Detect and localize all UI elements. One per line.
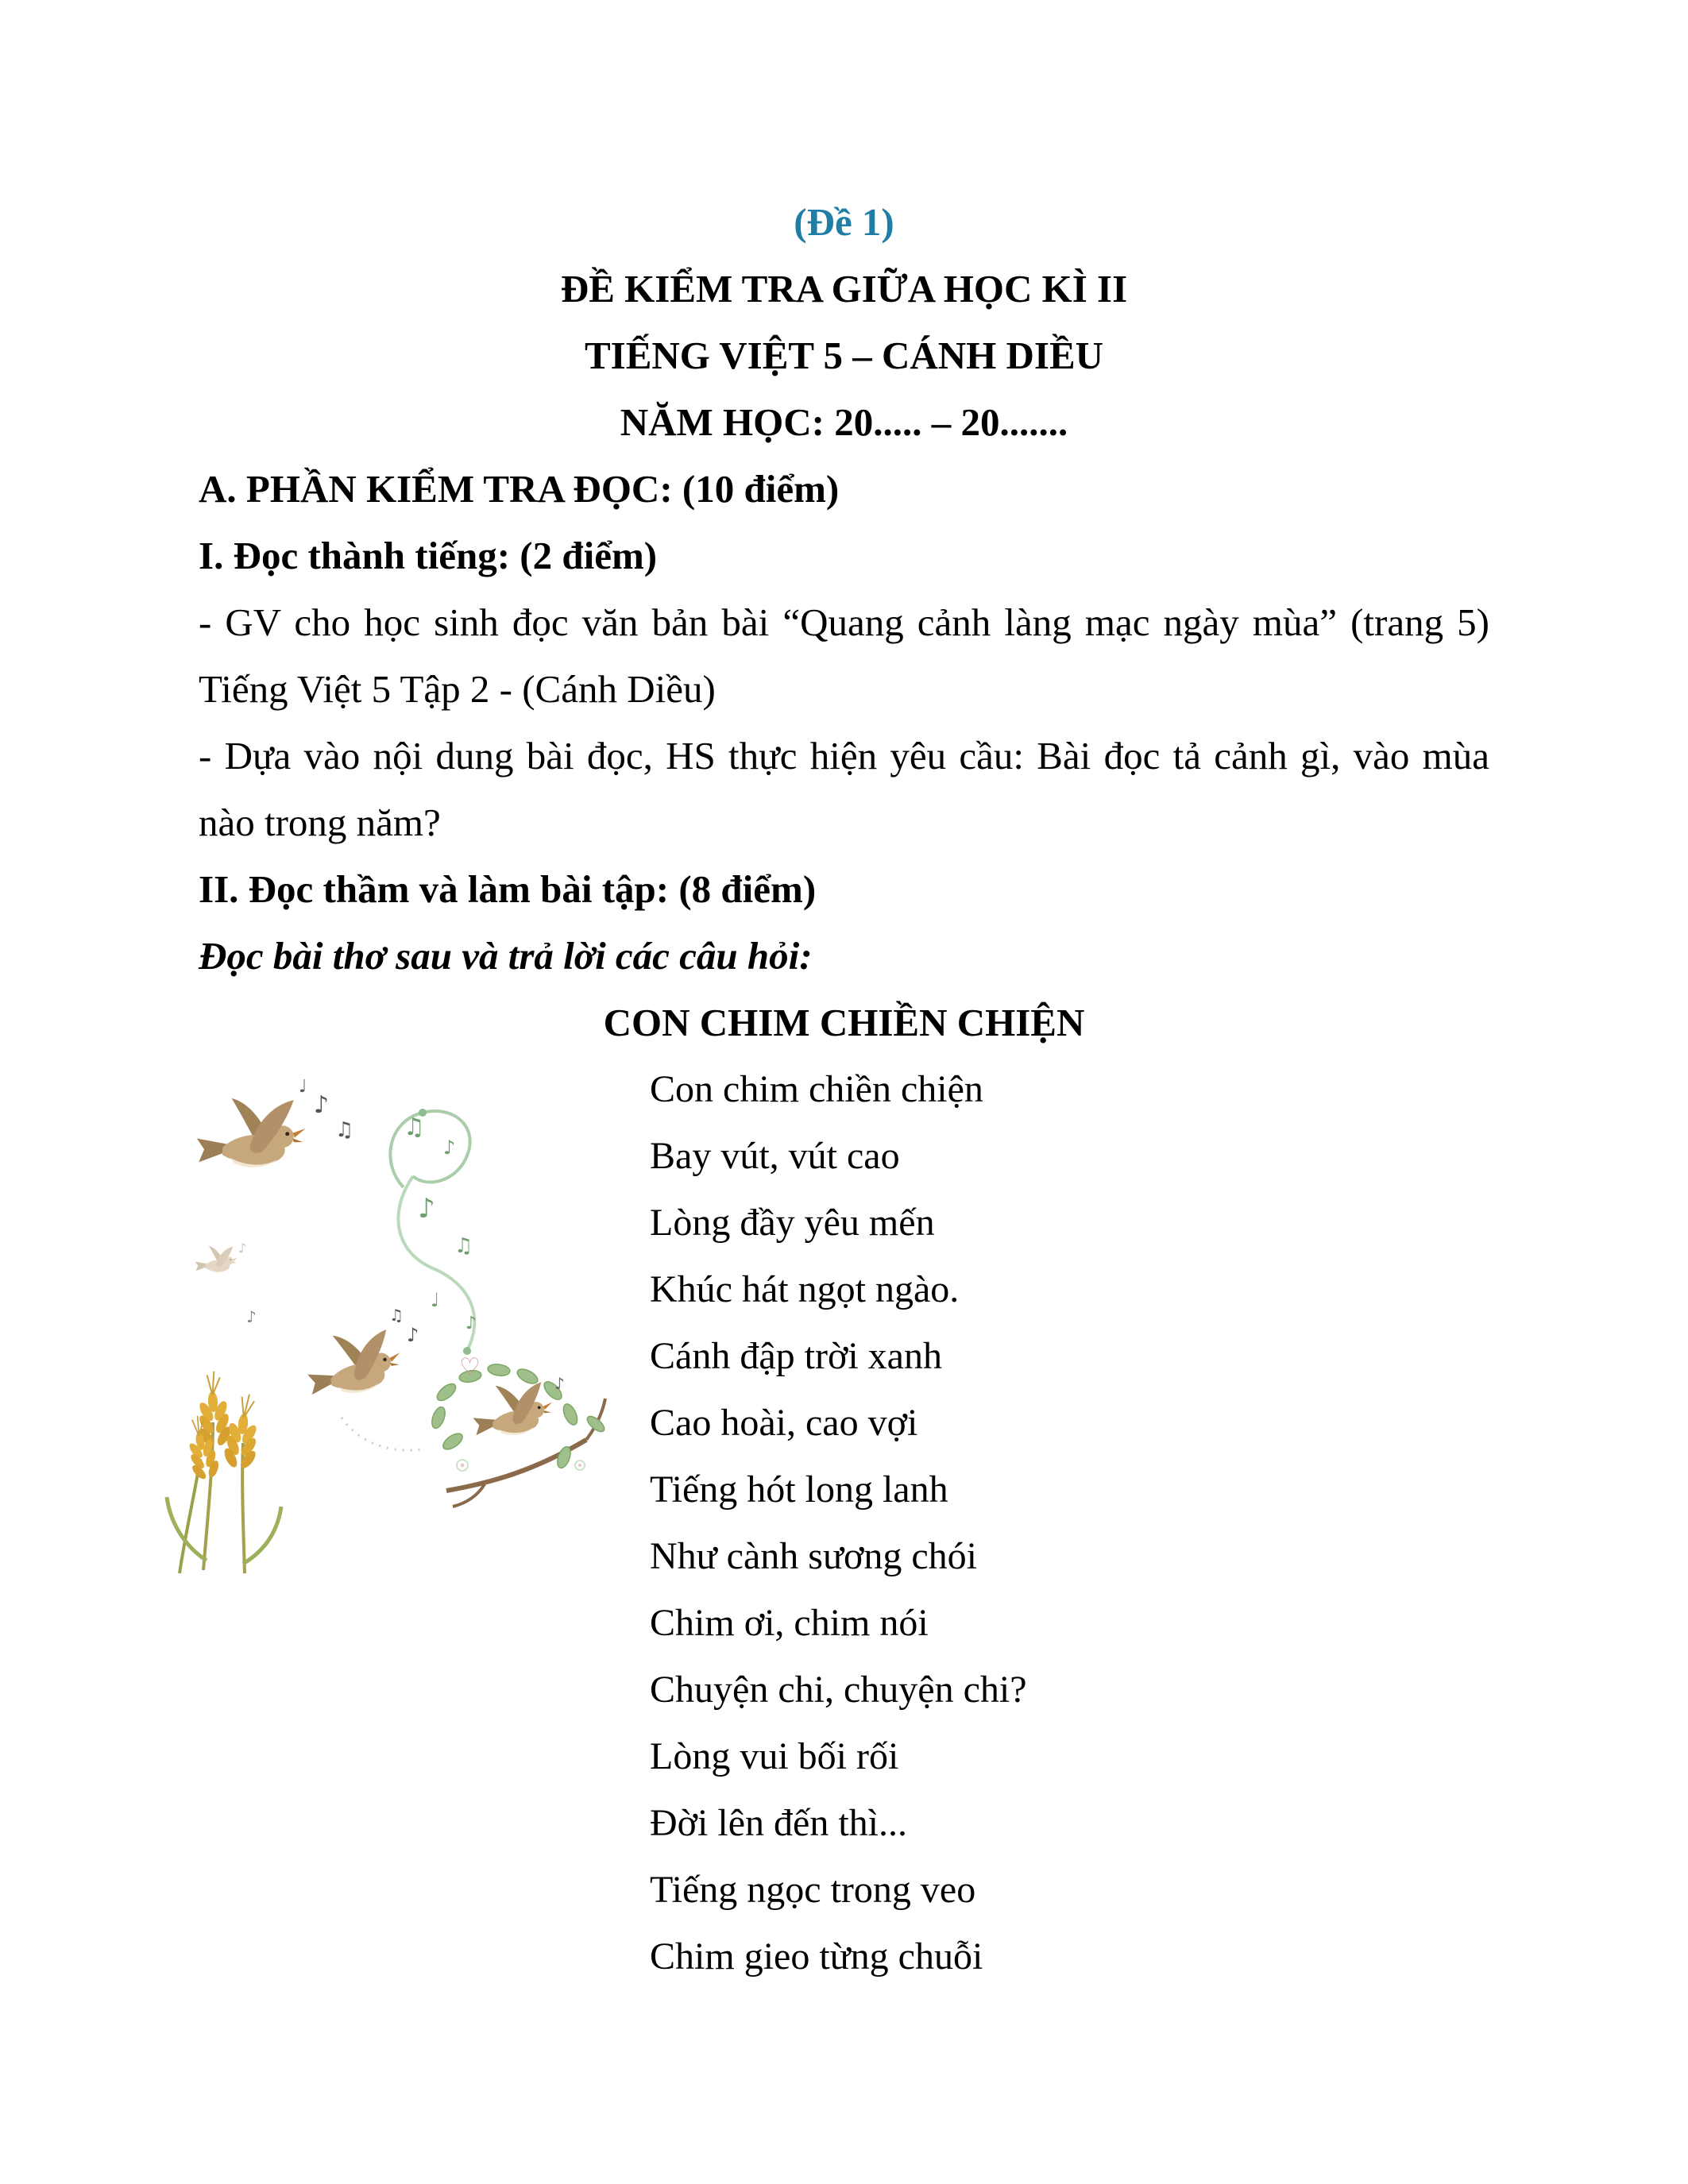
poem-instruction: Đọc bài thơ sau và trả lời các câu hỏi:: [199, 934, 813, 978]
poem-line: Tiếng hót long lanh: [650, 1468, 948, 1511]
poem-line: Con chim chiền chiện: [650, 1068, 983, 1110]
exam-subject: TIẾNG VIỆT 5 – CÁNH DIỀU: [584, 334, 1104, 377]
poem-line: Lòng vui bối rối: [650, 1735, 899, 1777]
poem-line: Đời lên đến thì...: [650, 1802, 907, 1844]
flying-bird-icon: [197, 1098, 306, 1167]
reading-question-paragraph: - Dựa vào nội dung bài đọc, HS thực hiện yêu cầu: Bài đọc tả cảnh gì, vào mùa nào trong năm?: [199, 734, 1489, 844]
stray-note-icon: ♪: [246, 1307, 257, 1326]
exam-set-label: (Đề 1): [794, 200, 894, 244]
svg-text:♪: ♪: [465, 1314, 477, 1333]
heart-icon: ♡: [459, 1353, 481, 1381]
flying-bird-icon: [303, 1306, 421, 1450]
poem-block: [650, 1056, 1489, 1990]
svg-text:♫: ♫: [389, 1306, 404, 1325]
svg-text:♫: ♫: [404, 1113, 425, 1141]
svg-text:♩: ♩: [431, 1289, 440, 1311]
section-1-heading: I. Đọc thành tiếng: (2 điểm): [199, 534, 658, 577]
svg-text:♪: ♪: [443, 1136, 456, 1159]
svg-text:♪: ♪: [554, 1374, 565, 1393]
small-bird-icon: [195, 1241, 247, 1273]
svg-text:♪: ♪: [418, 1193, 435, 1225]
exam-title: ĐỀ KIỂM TRA GIỮA HỌC KÌ II: [560, 267, 1128, 311]
svg-text:♪: ♪: [314, 1091, 330, 1119]
poem-line: Lòng đầy yêu mến: [650, 1202, 935, 1244]
svg-text:♪: ♪: [238, 1241, 247, 1256]
poem-line: Chim ơi, chim nói: [650, 1602, 929, 1644]
poem-line: Khúc hát ngọt ngào.: [650, 1268, 960, 1310]
poem-line: Như cành sương chói: [650, 1535, 978, 1577]
poem-line: Tiếng ngọc trong veo: [650, 1869, 976, 1911]
poem-line: Chim gieo từng chuỗi: [650, 1935, 983, 1978]
wheat-icon: [167, 1370, 281, 1573]
svg-text:♫: ♫: [335, 1118, 354, 1142]
section-2-heading: II. Đọc thầm và làm bài tập: (8 điểm): [199, 867, 817, 911]
birds-illustration: [151, 1068, 612, 1576]
poem-line: Cánh đập trời xanh: [650, 1335, 942, 1377]
part-a-heading: A. PHẦN KIỂM TRA ĐỌC: (10 điểm): [199, 467, 840, 511]
svg-text:♩: ♩: [299, 1077, 307, 1097]
poem-line: Bay vút, vút cao: [650, 1135, 900, 1177]
poem-line: Cao hoài, cao vợi: [650, 1402, 918, 1444]
music-notes-icon: [299, 1077, 353, 1142]
exam-school-year: NĂM HỌC: 20..... – 20.......: [620, 400, 1068, 444]
svg-text:♫: ♫: [454, 1234, 473, 1258]
reading-task-paragraph: - GV cho học sinh đọc văn bản bài “Quang cảnh làng mạc ngày mùa” (trang 5) Tiếng Việt 5 Tập 2 - (Cánh Diều): [199, 600, 1489, 711]
poem-title: CON CHIM CHIỀN CHIỆN: [603, 1001, 1085, 1044]
poem-line: Chuyện chi, chuyện chi?: [650, 1669, 1027, 1711]
svg-text:♪: ♪: [407, 1324, 419, 1346]
